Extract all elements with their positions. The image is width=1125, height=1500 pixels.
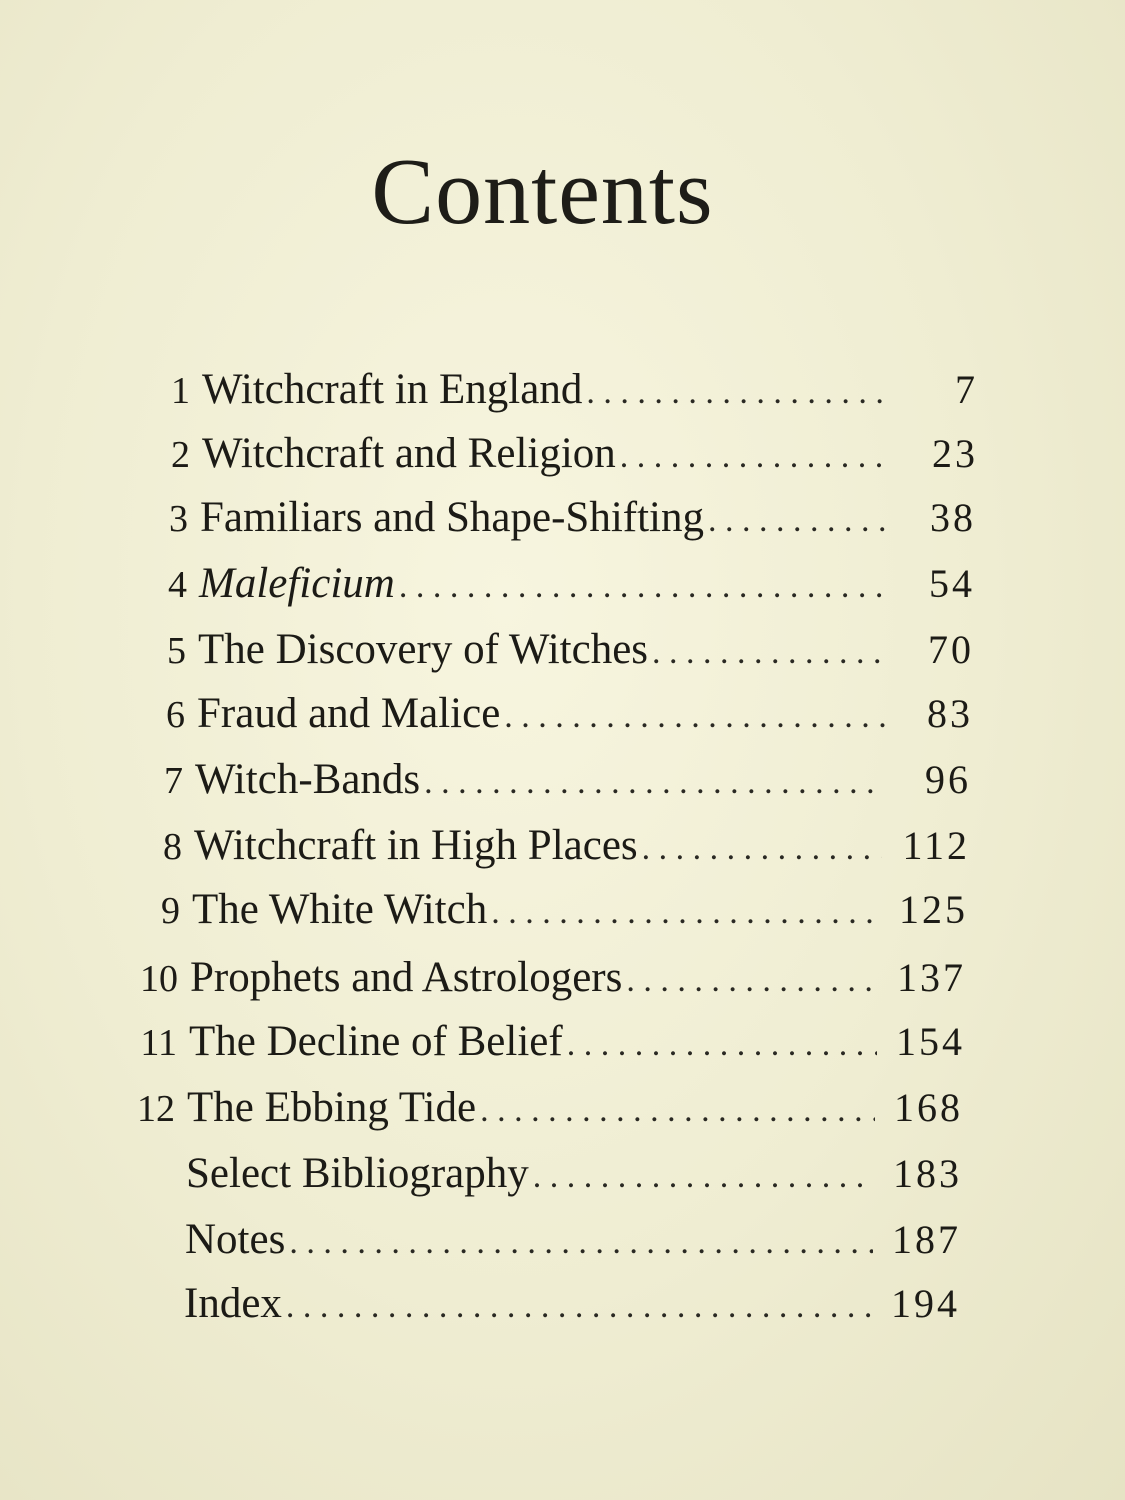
chapter-number: 12 — [137, 1088, 175, 1130]
page-number: 112 — [902, 823, 970, 868]
page-number: 38 — [930, 495, 976, 540]
page-number: 125 — [899, 887, 968, 932]
chapter-title: Witch-Bands — [195, 756, 421, 803]
page-number: 187 — [892, 1217, 961, 1262]
toc-entry — [124, 1144, 962, 1204]
chapter-title: Familiars and Shape-Shifting — [200, 494, 704, 541]
dot-leader — [638, 819, 882, 879]
page-title: Contents — [371, 140, 714, 244]
toc-entry — [136, 620, 974, 680]
dot-leader — [529, 1147, 874, 1207]
chapter-number: 5 — [167, 630, 186, 672]
toc-entry — [127, 1012, 965, 1072]
toc-entry — [140, 360, 978, 420]
chapter-number: 8 — [163, 826, 182, 868]
toc-entry — [128, 948, 966, 1008]
toc-entry — [140, 424, 978, 484]
page-number: 183 — [893, 1151, 962, 1196]
dot-leader — [563, 1015, 877, 1075]
toc-entry — [132, 816, 970, 876]
dot-leader — [582, 363, 890, 423]
chapter-number: 6 — [166, 694, 185, 736]
section-title: Notes — [185, 1216, 286, 1263]
dot-leader — [704, 491, 888, 551]
dot-leader — [616, 427, 890, 487]
page-number: 54 — [929, 561, 975, 606]
chapter-number: 3 — [169, 498, 188, 540]
dot-leader — [476, 1081, 875, 1141]
toc-entry — [125, 1078, 963, 1138]
chapter-number: 1 — [171, 370, 190, 412]
section-title: Select Bibliography — [186, 1150, 529, 1197]
toc-entry — [135, 684, 973, 744]
dot-leader — [420, 753, 883, 813]
dot-leader — [285, 1213, 873, 1273]
toc-entry — [133, 750, 971, 810]
chapter-number: 11 — [140, 1022, 177, 1064]
section-title: Index — [184, 1280, 282, 1327]
chapter-number: 10 — [140, 958, 178, 1000]
page-number: 194 — [891, 1281, 960, 1326]
page-number: 154 — [896, 1019, 965, 1064]
page-number: 137 — [897, 955, 966, 1000]
chapter-number: 4 — [168, 564, 187, 606]
chapter-title: The Discovery of Witches — [198, 626, 649, 673]
page-number: 83 — [927, 691, 973, 736]
page-number: 23 — [932, 431, 978, 476]
chapter-title: Prophets and Astrologers — [190, 954, 623, 1001]
chapter-title: Witchcraft in England — [202, 366, 583, 413]
dot-leader — [622, 951, 878, 1011]
chapter-title: Witchcraft in High Places — [194, 822, 638, 869]
page-number: 168 — [894, 1085, 963, 1130]
toc-entry — [122, 1274, 960, 1334]
chapter-number: 7 — [164, 760, 183, 802]
toc-entry — [138, 488, 976, 548]
chapter-title: The Ebbing Tide — [187, 1084, 477, 1131]
dot-leader — [395, 557, 887, 617]
toc-entry — [123, 1210, 961, 1270]
chapter-title: The White Witch — [192, 886, 488, 933]
dot-leader — [648, 623, 886, 683]
chapter-title: Witchcraft and Religion — [202, 430, 616, 477]
chapter-title: Fraud and Malice — [197, 690, 501, 737]
chapter-number: 2 — [171, 434, 190, 476]
dot-leader — [282, 1277, 872, 1337]
chapter-title: The Decline of Belief — [189, 1018, 563, 1065]
chapter-number: 9 — [161, 890, 180, 932]
page-number: 96 — [925, 757, 971, 802]
chapter-title: Maleficium — [199, 560, 395, 607]
toc-entry — [130, 880, 968, 940]
dot-leader — [487, 883, 880, 943]
page-number: 70 — [928, 627, 974, 672]
page-number: 7 — [955, 367, 978, 412]
toc-entry — [137, 554, 975, 614]
dot-leader — [500, 687, 885, 747]
